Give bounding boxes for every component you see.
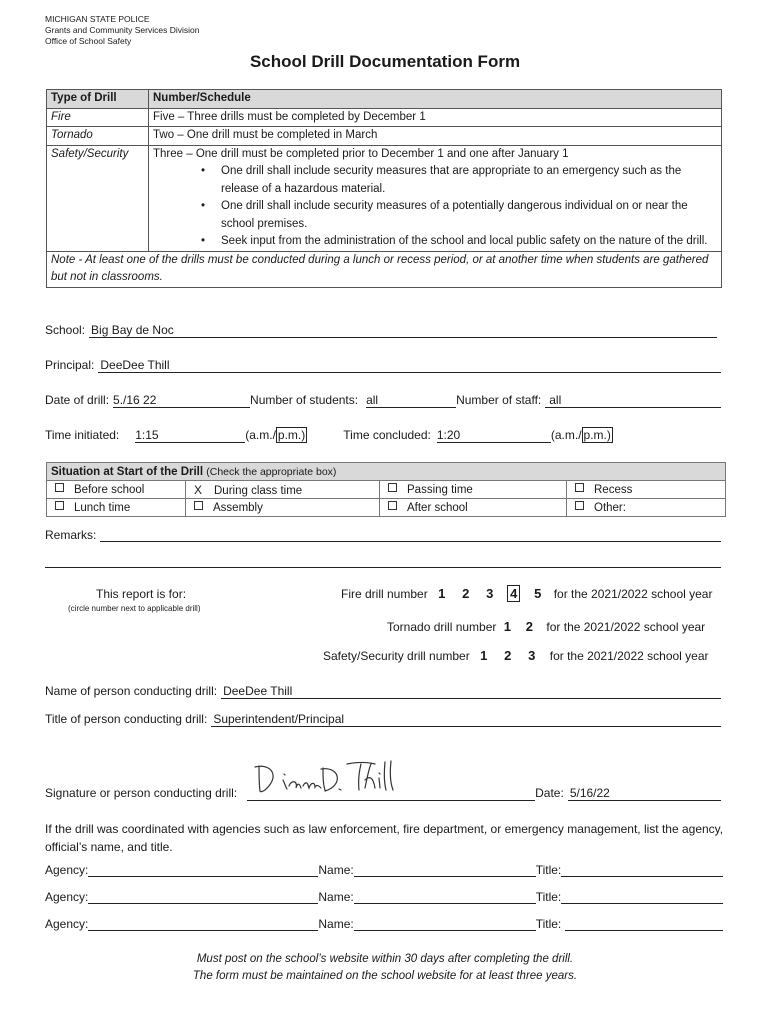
col-schedule-header: Number/Schedule bbox=[149, 90, 722, 108]
name-label: Name: bbox=[318, 917, 354, 931]
fire-drill-label: Fire drill number bbox=[341, 586, 428, 601]
situation-table bbox=[46, 462, 726, 517]
signature-label: Signature or person conducting drill: bbox=[45, 786, 238, 800]
agency-row bbox=[45, 917, 723, 931]
agency-intro: If the drill was coordinated with agencies such as law enforcement, fire department, or emergency management, list the agency, official’s name, and title. bbox=[45, 822, 724, 854]
staff-label: Number of staff: bbox=[456, 393, 542, 407]
checkbox-icon[interactable] bbox=[388, 483, 397, 492]
title-field[interactable] bbox=[565, 917, 723, 931]
students-field[interactable]: all bbox=[366, 393, 456, 408]
agency-field[interactable] bbox=[88, 890, 318, 904]
school-row bbox=[45, 323, 717, 338]
option-during-class[interactable]: X During class time bbox=[186, 481, 380, 499]
security-number-3[interactable]: 3 bbox=[528, 648, 536, 663]
header-line-2: Grants and Community Services Division bbox=[45, 25, 200, 35]
drill-note: Note - At least one of the drills must be conducted during a lunch or recess period, or at another time when students are gathered but not in classrooms. bbox=[47, 251, 721, 287]
option-before-school[interactable]: Before school bbox=[47, 481, 186, 499]
bullet-item: • One drill shall include security measures that are appropriate to an emergency such as the release of a hazardous material. bbox=[153, 163, 717, 198]
signature-date-label: Date: bbox=[535, 786, 564, 800]
fire-number-2[interactable]: 2 bbox=[462, 586, 470, 601]
conductor-field[interactable]: DeeDee Thill bbox=[221, 684, 721, 699]
drill-schedule-fire: Five – Three drills must be completed by December 1 bbox=[149, 108, 722, 127]
principal-label: Principal: bbox=[45, 358, 95, 372]
date-row bbox=[45, 393, 721, 408]
remarks-row bbox=[45, 528, 721, 542]
checked-x-icon[interactable]: X bbox=[194, 482, 203, 497]
agency-row bbox=[45, 863, 723, 877]
date-label: Date of drill: bbox=[45, 393, 110, 407]
security-number-2[interactable]: 2 bbox=[504, 648, 512, 663]
agency-label: Agency: bbox=[45, 890, 89, 904]
security-year-text: for the 2021/2022 school year bbox=[549, 648, 709, 663]
drill-table bbox=[46, 89, 722, 288]
option-assembly[interactable]: Assembly bbox=[186, 499, 380, 517]
tornado-drill-label: Tornado drill number bbox=[387, 619, 497, 634]
page-title: School Drill Documentation Form bbox=[249, 52, 521, 71]
name-label: Name: bbox=[318, 863, 354, 877]
option-lunch-time[interactable]: Lunch time bbox=[47, 499, 186, 517]
footer-line-1: Must post on the school’s website within 30 days after completing the drill. bbox=[196, 953, 574, 965]
fire-number-3[interactable]: 3 bbox=[486, 586, 494, 601]
time-initiated-field[interactable]: 1:15 bbox=[135, 428, 245, 443]
drill-type-fire: Fire bbox=[47, 108, 149, 127]
option-recess[interactable]: Recess bbox=[567, 481, 726, 499]
agency-field[interactable] bbox=[88, 863, 318, 877]
name-label: Name: bbox=[318, 890, 354, 904]
security-drill-row bbox=[323, 648, 709, 663]
agency-header bbox=[45, 14, 199, 47]
time-concluded-label: Time concluded: bbox=[343, 428, 431, 442]
conductor-title-field[interactable]: Superintendent/Principal bbox=[211, 712, 721, 727]
title-label: Title: bbox=[535, 890, 562, 904]
drill-schedule-tornado: Two – One drill must be completed in March bbox=[149, 127, 722, 146]
signature-field[interactable] bbox=[247, 786, 535, 801]
name-field[interactable] bbox=[354, 863, 536, 877]
fire-number-4-selected[interactable]: 4 bbox=[502, 586, 526, 601]
title-field[interactable] bbox=[561, 863, 723, 877]
remarks-field[interactable] bbox=[100, 528, 721, 542]
school-field[interactable]: Big Bay de Noc bbox=[89, 323, 717, 338]
option-passing-time[interactable]: Passing time bbox=[380, 481, 567, 499]
checkbox-icon[interactable] bbox=[575, 501, 584, 510]
signature-drawing bbox=[251, 758, 401, 798]
checkbox-icon[interactable] bbox=[55, 501, 64, 510]
situation-title: Situation at Start of the Drill bbox=[51, 465, 204, 478]
students-label: Number of students: bbox=[250, 393, 359, 407]
title-field[interactable] bbox=[561, 890, 723, 904]
fire-drill-row bbox=[341, 586, 712, 601]
name-field[interactable] bbox=[354, 890, 536, 904]
conductor-title-row bbox=[45, 712, 721, 727]
drill-type-tornado: Tornado bbox=[47, 127, 149, 146]
time-concluded-ampm[interactable]: (a.m./ p.m.) bbox=[550, 428, 611, 442]
checkbox-icon[interactable] bbox=[194, 501, 203, 510]
security-schedule-text: Three – One drill must be completed prior to December 1 and one after January 1 bbox=[153, 147, 569, 160]
fire-number-5[interactable]: 5 bbox=[534, 586, 542, 601]
agency-row bbox=[45, 890, 723, 904]
time-initiated-ampm[interactable]: (a.m./ p.m.) bbox=[245, 428, 306, 442]
security-bullets bbox=[153, 163, 717, 251]
drill-schedule-security bbox=[149, 145, 722, 251]
agency-field[interactable] bbox=[88, 917, 318, 931]
report-hint: (circle number next to applicable drill) bbox=[68, 604, 201, 613]
remarks-label: Remarks: bbox=[45, 528, 97, 542]
fire-number-1[interactable]: 1 bbox=[438, 586, 446, 601]
time-initiated-label: Time initiated: bbox=[45, 428, 120, 442]
conductor-label: Name of person conducting drill: bbox=[45, 684, 218, 698]
conductor-title-label: Title of person conducting drill: bbox=[45, 712, 208, 726]
situation-header bbox=[47, 463, 726, 481]
tornado-drill-row bbox=[387, 619, 705, 634]
option-after-school[interactable]: After school bbox=[380, 499, 567, 517]
security-number-1[interactable]: 1 bbox=[480, 648, 488, 663]
checkbox-icon[interactable] bbox=[575, 483, 584, 492]
header-line-3: Office of School Safety bbox=[45, 36, 132, 46]
staff-field[interactable]: all bbox=[545, 393, 721, 408]
signature-date-field[interactable]: 5/16/22 bbox=[568, 786, 721, 801]
header-line-1: MICHIGAN STATE POLICE bbox=[45, 14, 150, 24]
option-other[interactable]: Other: bbox=[567, 499, 726, 517]
fire-year-text: for the 2021/2022 school year bbox=[553, 586, 713, 601]
agency-label: Agency: bbox=[45, 917, 89, 931]
time-concluded-field[interactable]: 1:20 bbox=[437, 428, 551, 443]
drill-type-security: Safety/Security bbox=[47, 145, 149, 251]
school-label: School: bbox=[45, 323, 86, 337]
tornado-number-2[interactable]: 2 bbox=[525, 619, 533, 634]
tornado-year-text: for the 2021/2022 school year bbox=[546, 619, 706, 634]
title-label: Title: bbox=[535, 863, 562, 877]
security-drill-label: Safety/Security drill number bbox=[323, 648, 470, 663]
principal-row bbox=[45, 358, 721, 373]
time-row bbox=[45, 428, 721, 443]
checkbox-icon[interactable] bbox=[388, 501, 397, 510]
col-type-header: Type of Drill bbox=[47, 90, 149, 108]
agency-label: Agency: bbox=[45, 863, 89, 877]
remarks-line-2[interactable] bbox=[45, 567, 721, 568]
footer-line-2: The form must be maintained on the school website for at least three years. bbox=[192, 970, 578, 982]
title-label: Title: bbox=[535, 917, 562, 931]
name-field[interactable] bbox=[354, 917, 536, 931]
tornado-number-1[interactable]: 1 bbox=[503, 619, 511, 634]
conductor-row bbox=[45, 684, 721, 699]
report-label: This report is for: bbox=[96, 587, 187, 601]
signature-row bbox=[45, 786, 721, 801]
checkbox-icon[interactable] bbox=[55, 483, 64, 492]
bullet-item: • Seek input from the administration of the school and local public safety on the nature of the drill. bbox=[153, 233, 717, 251]
situation-hint: (Check the appropriate box) bbox=[206, 465, 337, 478]
bullet-item: • One drill shall include security measures of a potentially dangerous individual on or near the school premises. bbox=[153, 198, 717, 233]
principal-field[interactable]: DeeDee Thill bbox=[98, 358, 721, 373]
date-field[interactable]: 5./16 22 bbox=[113, 393, 250, 408]
